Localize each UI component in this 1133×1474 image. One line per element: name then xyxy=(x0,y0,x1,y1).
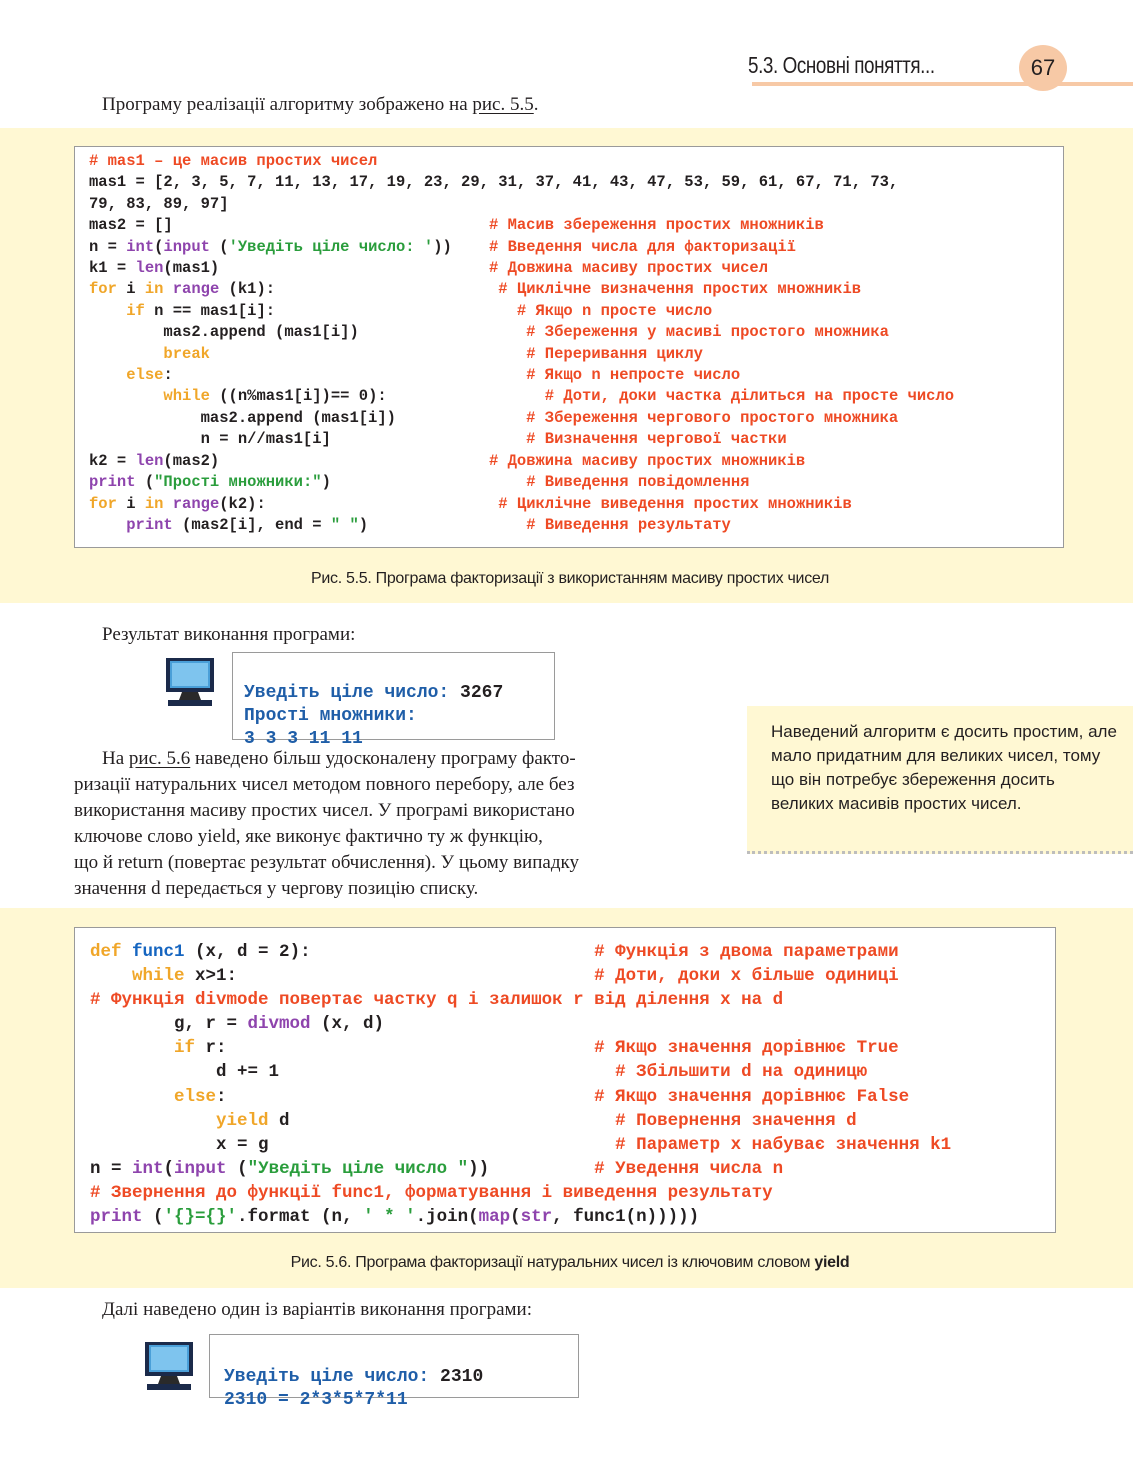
code-token: d xyxy=(268,1110,616,1131)
console-line: Прості множники: xyxy=(244,706,417,726)
code-token: # Збільшити d на одиницю xyxy=(615,1062,868,1083)
code-token: def xyxy=(90,942,122,962)
code-line xyxy=(90,1205,1055,1229)
code-token: while xyxy=(163,387,210,406)
code-token: while xyxy=(132,966,185,987)
code-token: .join( xyxy=(415,1207,479,1228)
code-token: n = n//mas1[i] xyxy=(89,430,527,449)
code-token: n == mas1[i]: xyxy=(144,301,517,320)
code-line xyxy=(90,1012,1055,1036)
code-token: print xyxy=(90,1207,143,1228)
code-token: (mas2[i], end = xyxy=(172,515,331,534)
code-token: yield xyxy=(216,1110,269,1131)
code-token: " " xyxy=(330,515,359,534)
code-token xyxy=(122,942,133,962)
code-line xyxy=(90,1133,1055,1157)
code-token: # Уведення числа n xyxy=(594,1158,784,1179)
body-line: ризації натуральних чисел методом повного перебору, але без xyxy=(74,774,575,795)
code-token: r: xyxy=(195,1038,595,1059)
code-token: # Якщо n просте число xyxy=(516,301,713,320)
code-token: i xyxy=(116,494,145,513)
caption-keyword: yield xyxy=(814,1254,850,1271)
code-token: : xyxy=(163,366,527,385)
figure-caption-5-6 xyxy=(0,1254,1133,1272)
code-token: input xyxy=(163,237,210,256)
code-line xyxy=(89,279,1063,300)
code-token xyxy=(89,366,126,384)
code-token xyxy=(90,1038,174,1058)
code-line xyxy=(90,1036,1055,1060)
code-line xyxy=(90,1181,1055,1205)
code-line xyxy=(90,964,1055,988)
code-token: # Доти, доки x більше одиниці xyxy=(594,966,899,987)
code-listing-5-5 xyxy=(74,146,1064,548)
code-line xyxy=(89,237,1063,258)
console-output-2 xyxy=(209,1334,579,1410)
code-token: ( xyxy=(163,1158,175,1179)
code-token: print xyxy=(89,473,136,492)
code-token: i xyxy=(116,280,145,299)
code-token: # Довжина масиву простих множників xyxy=(488,451,806,470)
body-line xyxy=(74,746,714,772)
result-label: Результат виконання програми: xyxy=(102,624,356,645)
side-note-text: Наведений алгоритм є досить простим, але мало придатним для великих чисел, тому що він потребує збереження досить великих масивів простих чисел. xyxy=(771,722,1117,813)
body-line: ключове слово yield, яке виконує фактично ту ж функцію, xyxy=(74,826,543,847)
code-token: if xyxy=(174,1038,196,1059)
code-line xyxy=(89,494,1063,515)
code-token: mas2.append (mas1[i]) xyxy=(89,408,527,427)
code-token: print xyxy=(126,515,173,534)
code-line xyxy=(89,194,1063,215)
code-token: # Циклічне визначення простих множників xyxy=(498,280,862,299)
code-token: g, r = xyxy=(90,1014,248,1035)
code-token: # Функція з двома параметрами xyxy=(594,942,899,962)
code-token: '{}={}' xyxy=(163,1207,238,1228)
code-token: ) xyxy=(321,473,527,492)
code-token: # Виведення результату xyxy=(526,515,731,534)
code-token: # Довжина масиву простих чисел xyxy=(488,259,769,278)
code-line xyxy=(89,451,1063,472)
code-token: mas2.append (mas1[i]) xyxy=(89,323,527,342)
console-input-value: 2310 xyxy=(440,1367,484,1387)
code-line xyxy=(89,301,1063,322)
code-token: (x, d = 2): xyxy=(184,942,595,962)
code-token xyxy=(89,516,126,534)
figure-reference-link[interactable]: рис. 5.6 xyxy=(128,748,191,769)
code-token xyxy=(89,387,163,405)
code-token: )) xyxy=(468,1158,595,1179)
code-token: : xyxy=(216,1086,595,1107)
code-token: n = xyxy=(90,1158,133,1179)
code-line xyxy=(89,215,1063,236)
code-token: # Виведення повідомлення xyxy=(526,473,750,492)
console-line: 3 3 3 11 11 xyxy=(244,729,363,749)
code-token xyxy=(210,345,526,363)
code-token: if xyxy=(126,301,145,320)
monitor-icon xyxy=(143,1340,195,1397)
code-token: (mas2) xyxy=(163,451,489,470)
code-line xyxy=(89,408,1063,429)
code-token: # Переривання циклу xyxy=(526,344,703,363)
code-token: ( xyxy=(142,1207,164,1228)
code-token: # Повернення значення d xyxy=(615,1110,857,1131)
code-token: (mas1) xyxy=(163,259,489,278)
code-token: k2 = xyxy=(89,451,136,470)
body-line: використання масиву простих чисел. У програмі використано xyxy=(74,800,575,821)
code-token: 'Уведіть ціле число: ' xyxy=(228,237,434,256)
intro-text: Програму реалізації алгоритму зображено на xyxy=(102,94,473,115)
body-text: наведено більш удосконалену програму факто- xyxy=(190,748,576,769)
console-prompt: Уведіть ціле число: xyxy=(224,1367,441,1387)
code-token: ( xyxy=(135,473,155,492)
code-token: else xyxy=(174,1086,217,1107)
code-token: k1 = xyxy=(89,259,136,278)
code-token: # Якщо n непросте число xyxy=(526,366,741,385)
code-line xyxy=(89,344,1063,365)
code-token: ( xyxy=(510,1207,521,1228)
code-token: # Введення числа для факторизації xyxy=(489,237,796,256)
code-token: mas1 = [2, 3, 5, 7, 11, 13, 17, 19, 23, 29, 31, 37, 41, 43, 47, 53, 59, 61, 67, 71, 73, xyxy=(89,173,899,192)
intro-text-end: . xyxy=(533,94,539,115)
code-token: "Уведіть ціле число " xyxy=(247,1158,469,1179)
code-token: # Якщо значення дорівнює False xyxy=(594,1086,910,1107)
console-output-1 xyxy=(232,652,555,749)
code-line xyxy=(90,988,1055,1012)
code-token: int xyxy=(132,1158,164,1179)
code-token: divmod xyxy=(247,1014,311,1035)
code-line xyxy=(89,515,1063,536)
code-token: d += 1 xyxy=(90,1062,616,1083)
code-line xyxy=(90,940,1055,964)
code-line xyxy=(89,386,1063,407)
code-token: 79, 83, 89, 97] xyxy=(89,194,229,213)
code-token: , func1(n))))) xyxy=(552,1207,700,1228)
code-token: # Збереження чергового простого множника xyxy=(526,408,899,427)
code-token: break xyxy=(163,344,210,363)
code-line xyxy=(89,322,1063,343)
code-token: len xyxy=(135,451,164,470)
body-line: що й return (повертає результат обчислення). У цьому випадку xyxy=(74,852,579,873)
code-token xyxy=(89,302,126,320)
code-line xyxy=(90,1060,1055,1084)
code-line xyxy=(90,1109,1055,1133)
next-run-label: Далі наведено один із варіантів виконання програми: xyxy=(102,1299,533,1320)
code-token: in xyxy=(144,280,164,299)
console-input-value: 3267 xyxy=(460,683,504,703)
figure-reference-link[interactable]: рис. 5.5 xyxy=(472,94,534,115)
monitor-icon xyxy=(164,656,216,713)
code-token: # Звернення до функції func1, форматування і виведення результату xyxy=(90,1182,773,1203)
code-token: n = xyxy=(89,237,127,256)
code-token: )) xyxy=(433,237,490,256)
code-token xyxy=(163,495,172,513)
code-token: len xyxy=(135,259,164,278)
body-line: значення d передається у чергову позицію списку. xyxy=(74,878,479,899)
body-prefix: На xyxy=(102,748,129,769)
code-token xyxy=(90,966,132,986)
body-paragraph xyxy=(74,746,714,902)
intro-paragraph xyxy=(102,92,539,118)
code-line xyxy=(89,365,1063,386)
section-title: 5.3. Основні поняття... xyxy=(748,52,935,78)
caption-text: Рис. 5.6. Програма факторизації натуральних чисел із ключовим словом xyxy=(290,1254,815,1271)
code-token xyxy=(163,280,172,298)
code-token: # Якщо значення дорівнює True xyxy=(594,1038,899,1059)
code-line xyxy=(90,1157,1055,1181)
side-note xyxy=(747,706,1133,854)
code-token: in xyxy=(144,494,164,513)
code-line xyxy=(89,151,1063,172)
console-prompt: Уведіть ціле число: xyxy=(244,683,461,703)
code-token: x = g xyxy=(90,1134,616,1155)
code-token xyxy=(90,1111,216,1131)
code-token: ( xyxy=(226,1158,248,1179)
code-token: # Доти, доки частка ділиться на просте число xyxy=(544,387,955,406)
code-token: input xyxy=(174,1158,227,1179)
code-token: func1 xyxy=(132,942,185,962)
code-token: mas2 = [] xyxy=(89,216,489,235)
code-token: (k1): xyxy=(219,280,499,299)
code-token: for xyxy=(89,494,117,513)
code-token: else xyxy=(126,366,164,385)
header-rule xyxy=(752,82,1133,86)
code-token: int xyxy=(126,237,155,256)
code-token: map xyxy=(478,1207,511,1228)
code-token: # Циклічне виведення простих множників xyxy=(498,494,852,513)
code-line xyxy=(90,1085,1055,1109)
figure-caption-5-5: Рис. 5.5. Програма факторизації з використанням масиву простих чисел xyxy=(310,570,829,587)
code-token xyxy=(90,1087,174,1107)
code-token: (k2): xyxy=(219,494,499,513)
code-line xyxy=(89,258,1063,279)
code-token: ) xyxy=(358,515,527,534)
code-token: # Збереження у масиві простого множника xyxy=(526,323,889,342)
code-token: ( xyxy=(209,237,229,256)
code-line xyxy=(89,172,1063,193)
code-token: for xyxy=(89,280,117,299)
code-line xyxy=(89,472,1063,493)
code-token: # Визначення чергової частки xyxy=(526,430,787,449)
code-token: # mas1 – це масив простих чисел xyxy=(89,152,378,170)
console-line: 2310 = 2*3*5*7*11 xyxy=(224,1390,408,1410)
code-token: str xyxy=(520,1207,553,1228)
code-token: .format (n, xyxy=(237,1207,364,1228)
code-token: x>1: xyxy=(184,966,595,987)
code-token: # Параметр x набуває значення k1 xyxy=(615,1134,952,1155)
code-token: "Прості множники:" xyxy=(154,473,322,492)
code-token: ( xyxy=(154,237,164,256)
code-token: ((n%mas1[i])== 0): xyxy=(209,387,545,406)
code-token: # Функція divmode повертає частку q і залишок r від ділення x на d xyxy=(90,990,784,1011)
page-number: 67 xyxy=(1019,45,1067,91)
code-token: range xyxy=(172,280,220,299)
code-token: (x, d) xyxy=(310,1014,385,1035)
code-token: ' * ' xyxy=(363,1207,416,1228)
code-token xyxy=(89,345,163,363)
code-listing-5-6 xyxy=(74,927,1056,1233)
code-token: range xyxy=(172,494,220,513)
code-token: # Масив збереження простих множників xyxy=(488,216,824,235)
code-line xyxy=(89,429,1063,450)
